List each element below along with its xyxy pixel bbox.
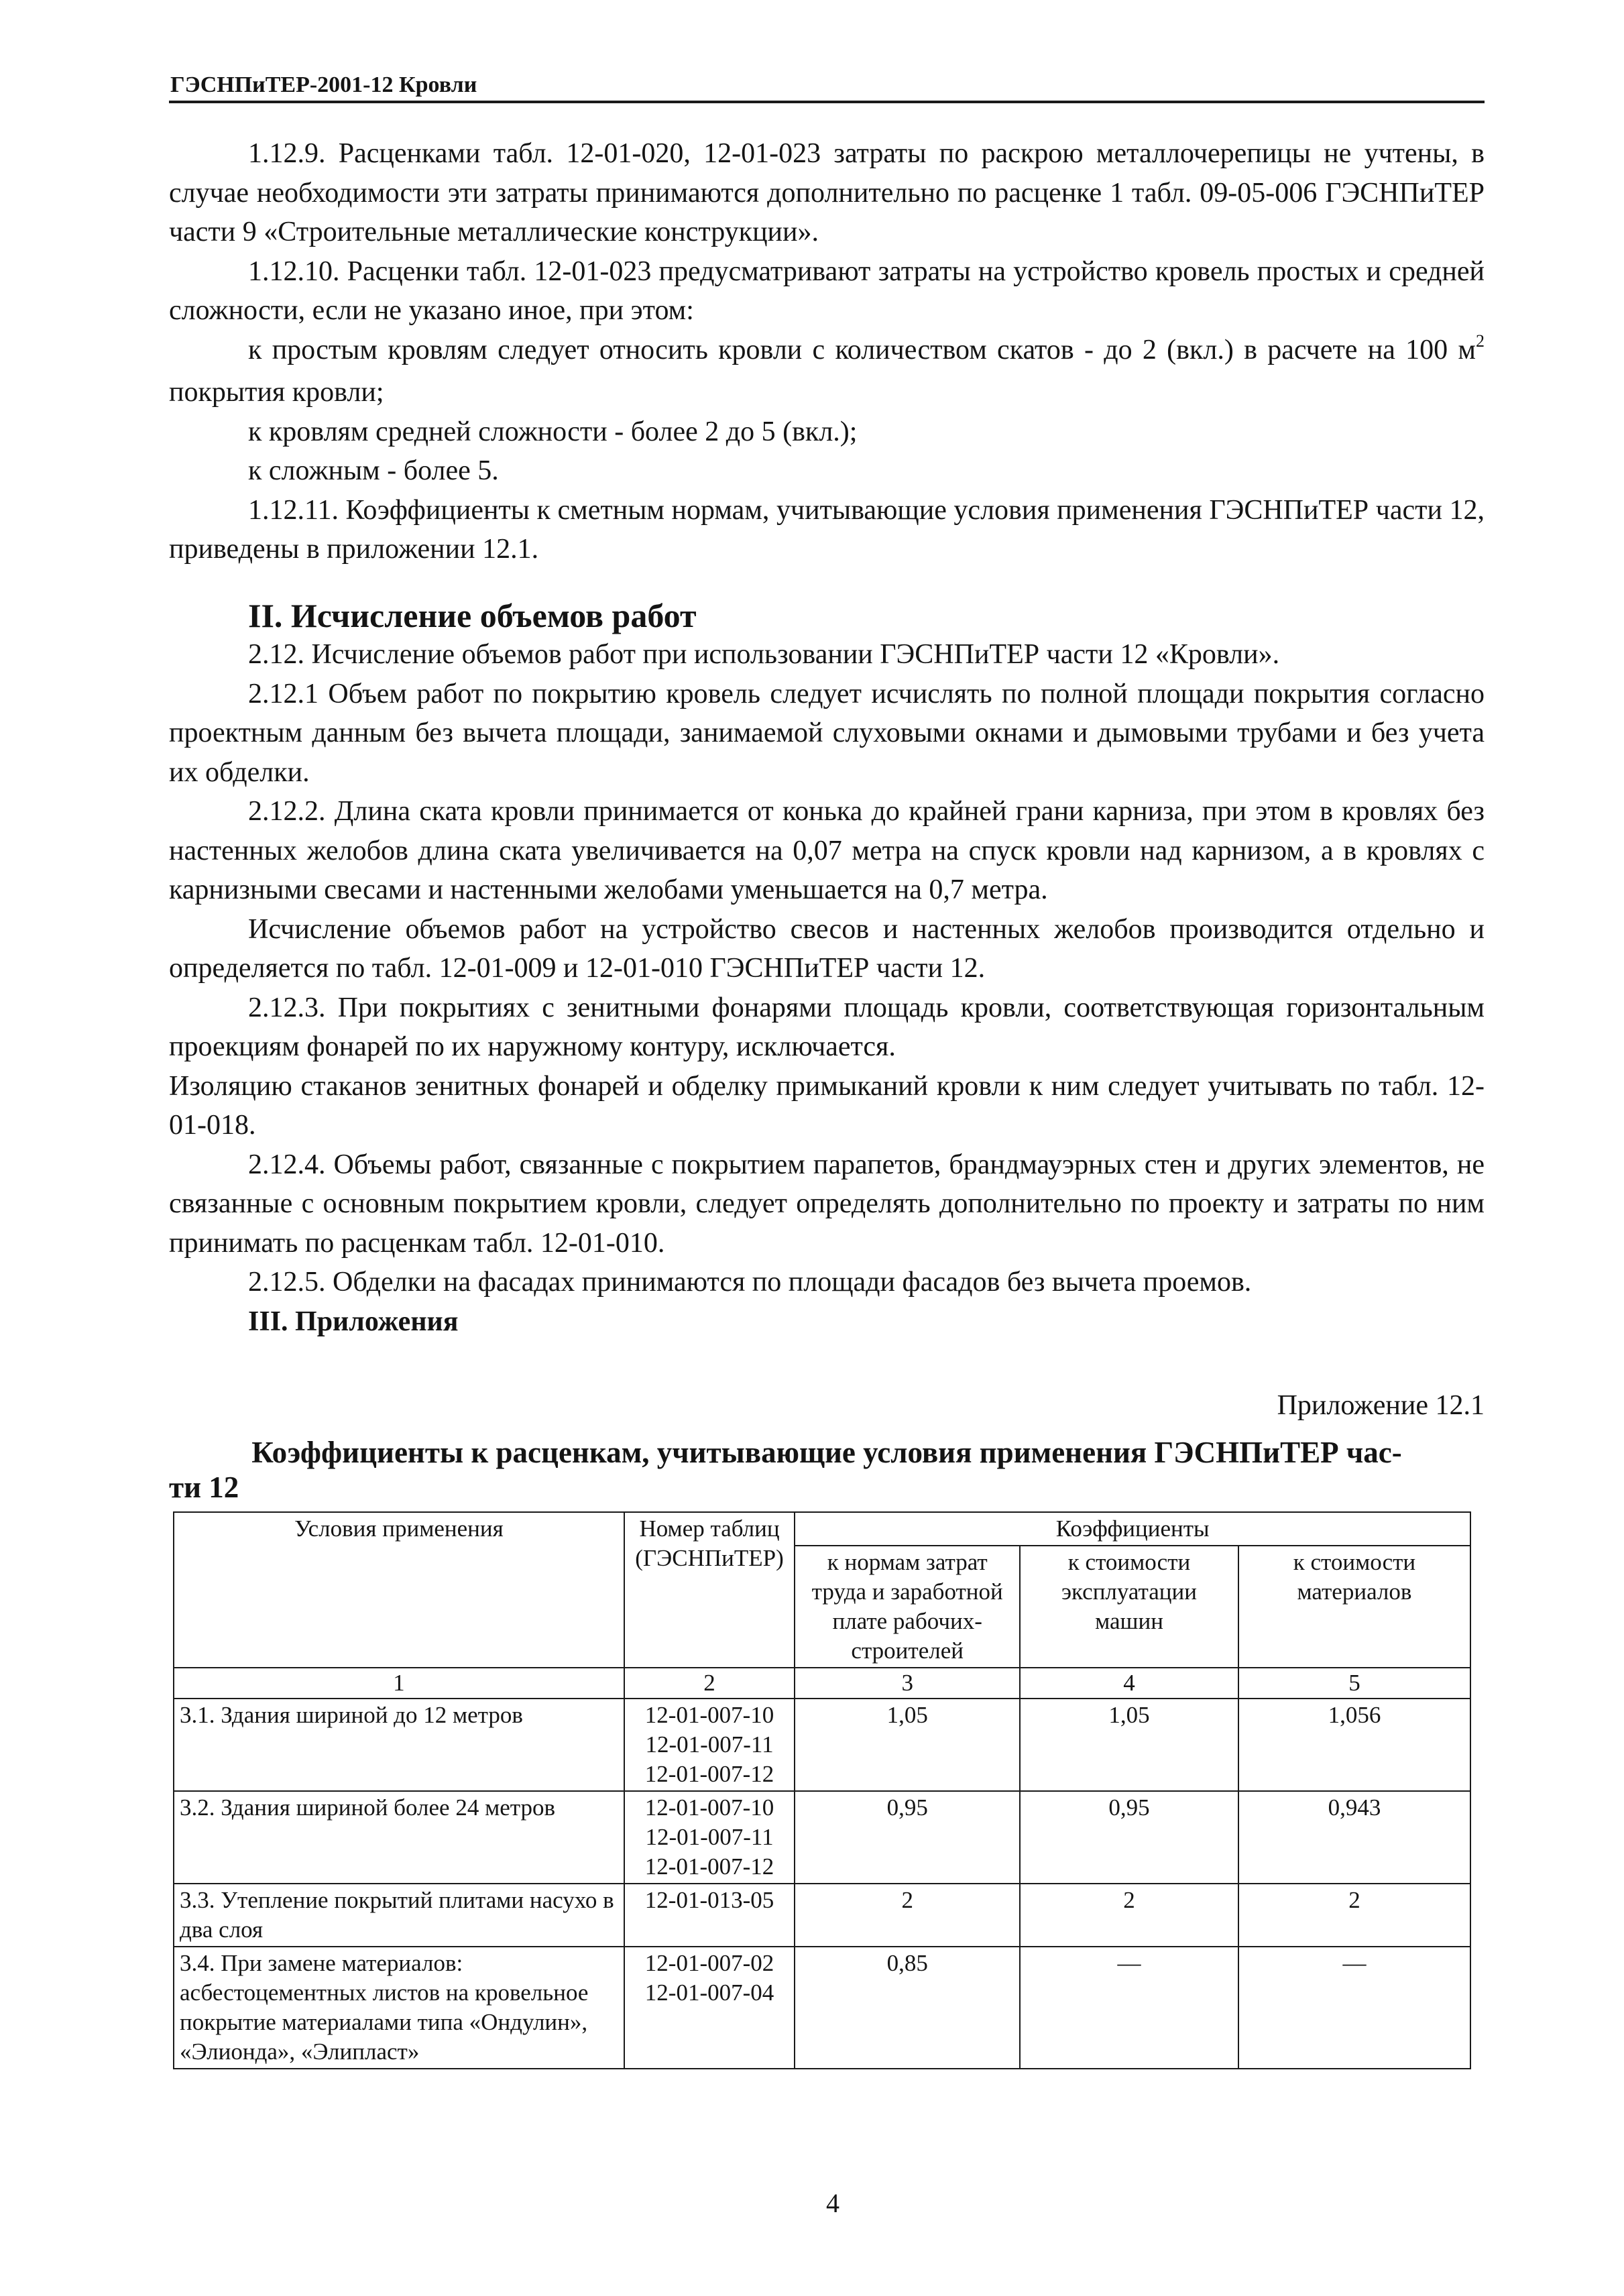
row-table-numbers: [624, 1791, 795, 1884]
header-coefficients: Коэффициенты: [795, 1512, 1470, 1546]
row-condition: 3.2. Здания шириной более 24 метров: [174, 1791, 624, 1884]
paragraph-2-12-3: 2.12.3. При покрытиях с зенитными фонарями площадь кровли, соответствующая горизонтальным проекциям фонарей по их наружному контуру, исключается.: [169, 992, 1485, 1062]
paragraph-2-12-1: 2.12.1 Объем работ по покрытию кровель следует исчислять по полной площади покрытия согласно проектным данным без вычета площади, занимаемой слуховыми окнами и дымовыми трубами и без учета их обделки.: [169, 678, 1485, 788]
table-code: 12-01-007-04: [644, 1979, 774, 2006]
row-condition: 3.3. Утепление покрытий плитами насухо в два слоя: [174, 1884, 624, 1947]
document-code: ГЭСНПиТЕР-2001-12 Кровли: [170, 72, 477, 97]
row-condition: 3.4. При замене материалов: асбестоцементных листов на кровельное покрытие материалами типа «Ондулин», «Элионда», «Элипласт»: [174, 1947, 624, 2069]
row-materials-coef: 1,056: [1238, 1699, 1470, 1791]
row-machines-coef: 2: [1020, 1884, 1238, 1947]
paragraph-1-12-9: 1.12.9. Расценками табл. 12-01-020, 12-01-023 затраты по раскрою металлочерепицы не учтены, в случае необходимости эти затраты принимаются дополнительно по расценке 1 табл. 09-05-006 ГЭСНПиТЕР части 9 «Строительные металлические конструкции».: [169, 138, 1485, 247]
table-code: 12-01-013-05: [644, 1887, 774, 1913]
simple-roofs-text: к простым кровлям следует относить кровли с количеством скатов - до 2 (вкл.) в расчете на 100 м: [248, 334, 1476, 365]
column-number: 4: [1020, 1668, 1238, 1699]
paragraph-2-12-5: 2.12.5. Обделки на фасадах принимаются по площади фасадов без вычета проемов.: [248, 1267, 1252, 1298]
page-number: 4: [826, 2188, 839, 2218]
row-labor-coef: 0,95: [795, 1791, 1020, 1884]
coefficients-table: [173, 1511, 1471, 2069]
section-3-title: III. Приложения: [248, 1306, 459, 1337]
row-table-numbers: [624, 1947, 795, 2069]
document-body: [169, 134, 1485, 1341]
table-code: 12-01-007-12: [644, 1761, 774, 1787]
row-materials-coef: 2: [1238, 1884, 1470, 1947]
paragraph-simple-roofs: [169, 331, 1485, 412]
paragraph-2-12-2: 2.12.2. Длина ската кровли принимается от конька до крайней грани карниза, при этом в кровлях без настенных желобов длина ската увеличивается на 0,07 метра на спуск кровли над карнизом, а в кровлях с карнизными свесами и настенными желобами уменьшается на 0,7 метра.: [169, 796, 1485, 905]
paragraph-skylight-insulation: Изоляцию стаканов зенитных фонарей и обделку примыканий кровли к ним следует учитывать по табл. 12-01-018.: [169, 1070, 1485, 1141]
column-number: 2: [624, 1668, 795, 1699]
paragraph-eaves-volumes: Исчисление объемов работ на устройство свесов и настенных желобов производится отдельно и определяется по табл. 12-01-009 и 12-01-010 ГЭСНПиТЕР части 12.: [169, 913, 1485, 984]
column-number: 3: [795, 1668, 1020, 1699]
table-code: 12-01-007-11: [645, 1824, 774, 1850]
header-conditions: Условия применения: [174, 1512, 624, 1668]
table-row: [174, 1699, 1470, 1791]
appendix-reference: Приложение 12.1: [1277, 1390, 1485, 1421]
table-row: [174, 1947, 1470, 2069]
row-machines-coef: 1,05: [1020, 1699, 1238, 1791]
table-row: [174, 1884, 1470, 1947]
table-code: 12-01-007-12: [644, 1853, 774, 1880]
header-machines: к стоимости эксплуатации машин: [1020, 1546, 1238, 1668]
header-materials: к стоимости материалов: [1238, 1546, 1470, 1668]
row-materials-coef: 0,943: [1238, 1791, 1470, 1884]
row-labor-coef: 1,05: [795, 1699, 1020, 1791]
paragraph-1-12-11: 1.12.11. Коэффициенты к сметным нормам, учитывающие условия применения ГЭСНПиТЕР части 12, приведены в приложении 12.1.: [169, 494, 1485, 565]
page-header: [169, 62, 1485, 103]
paragraph-2-12: 2.12. Исчисление объемов работ при использовании ГЭСНПиТЕР части 12 «Кровли».: [248, 639, 1280, 670]
table-row: [174, 1791, 1470, 1884]
column-number: 1: [174, 1668, 624, 1699]
row-machines-coef: 0,95: [1020, 1791, 1238, 1884]
row-labor-coef: 0,85: [795, 1947, 1020, 2069]
column-number: 5: [1238, 1668, 1470, 1699]
paragraph-2-12-4: 2.12.4. Объемы работ, связанные с покрытием парапетов, брандмауэрных стен и других элементов, не связанные с основным покрытием кровли, следует определять дополнительно по проекту и затраты по ним принимать по расценкам табл. 12-01-010.: [169, 1149, 1485, 1259]
table-caption: [169, 1435, 1485, 1505]
row-table-numbers: [624, 1884, 795, 1947]
row-labor-coef: 2: [795, 1884, 1020, 1947]
superscript: 2: [1476, 331, 1485, 351]
table-code: 12-01-007-10: [644, 1702, 774, 1728]
table-code: 12-01-007-02: [644, 1950, 774, 1976]
paragraph-complex-roofs: к сложным - более 5.: [248, 455, 499, 486]
row-materials-coef: —: [1238, 1947, 1470, 2069]
column-number-row: [174, 1668, 1470, 1699]
simple-roofs-text-end: покрытия кровли;: [169, 377, 384, 408]
row-machines-coef: —: [1020, 1947, 1238, 2069]
paragraph-medium-roofs: к кровлям средней сложности - более 2 до 5 (вкл.);: [248, 416, 858, 447]
table-caption-line-1: Коэффициенты к расценкам, учитывающие условия применения ГЭСНПиТЕР час-: [251, 1436, 1402, 1469]
row-table-numbers: [624, 1699, 795, 1791]
table-code: 12-01-007-11: [645, 1731, 774, 1758]
row-condition: 3.1. Здания шириной до 12 метров: [174, 1699, 624, 1791]
table-code: 12-01-007-10: [644, 1794, 774, 1821]
paragraph-1-12-10: 1.12.10. Расценки табл. 12-01-023 предусматривают затраты на устройство кровель простых и средней сложности, если не указано иное, при этом:: [169, 255, 1485, 326]
header-table-number: Номер таблиц (ГЭСНПиТЕР): [624, 1512, 795, 1668]
section-2-title: II. Исчисление объемов работ: [248, 596, 697, 634]
table-caption-line-2: ти 12: [169, 1471, 239, 1504]
header-labor: к нормам затрат труда и заработной плате рабочих-строителей: [795, 1546, 1020, 1668]
